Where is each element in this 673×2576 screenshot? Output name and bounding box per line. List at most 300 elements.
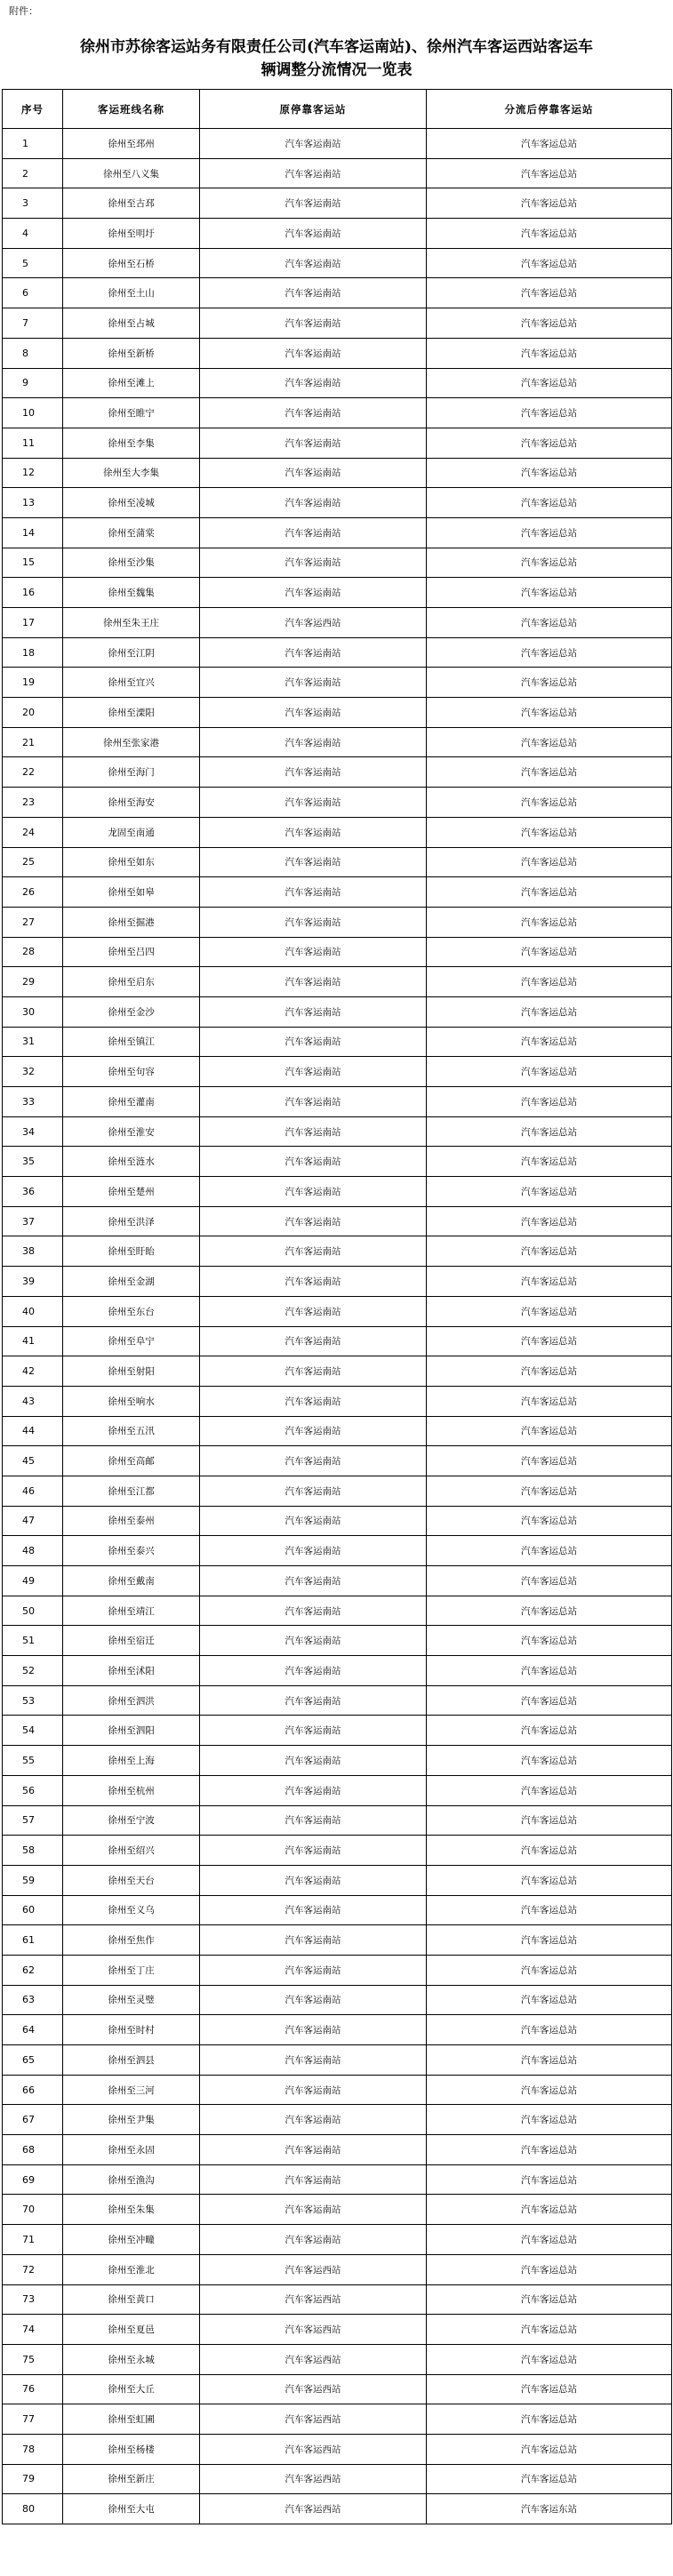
row-seq: 16 — [3, 578, 63, 608]
row-original-station: 汽车客运南站 — [200, 1177, 427, 1207]
row-new-station: 汽车客运总站 — [427, 248, 672, 278]
row-seq: 8 — [3, 338, 63, 368]
row-original-station: 汽车客运南站 — [200, 788, 427, 818]
row-original-station: 汽车客运西站 — [200, 2254, 427, 2284]
row-route-name: 徐州至渔沟 — [63, 2164, 200, 2195]
row-seq: 61 — [3, 1925, 63, 1956]
table-row — [3, 1027, 672, 1057]
row-route-name: 徐州至朱集 — [63, 2195, 200, 2225]
table-row — [3, 1836, 672, 1866]
row-new-station: 汽车客运总站 — [427, 1865, 672, 1895]
row-seq: 14 — [3, 517, 63, 548]
table-row — [3, 2374, 672, 2404]
table-row — [3, 548, 672, 578]
row-route-name: 徐州至高邮 — [63, 1446, 200, 1476]
row-route-name: 徐州至凌城 — [63, 488, 200, 518]
row-new-station: 汽车客运总站 — [427, 1027, 672, 1057]
row-new-station: 汽车客运总站 — [427, 578, 672, 608]
table-row — [3, 1656, 672, 1686]
table-row — [3, 338, 672, 368]
row-seq: 68 — [3, 2135, 63, 2165]
row-seq: 42 — [3, 1356, 63, 1387]
row-new-station: 汽车客运总站 — [427, 368, 672, 398]
row-original-station: 汽车客运南站 — [200, 877, 427, 908]
table-row — [3, 1386, 672, 1416]
row-route-name: 徐州至江阴 — [63, 637, 200, 668]
row-route-name: 徐州至大李集 — [63, 458, 200, 488]
table-row — [3, 608, 672, 638]
row-original-station: 汽车客运南站 — [200, 2195, 427, 2225]
row-route-name: 徐州至沙集 — [63, 548, 200, 578]
row-route-name: 徐州至宜兴 — [63, 668, 200, 698]
row-new-station: 汽车客运总站 — [427, 967, 672, 997]
row-original-station: 汽车客运南站 — [200, 458, 427, 488]
row-new-station: 汽车客运总站 — [427, 129, 672, 159]
row-seq: 70 — [3, 2195, 63, 2225]
row-new-station: 汽车客运总站 — [427, 2434, 672, 2464]
table-row — [3, 1147, 672, 1177]
table-row — [3, 1596, 672, 1626]
title-line-2: 辆调整分流情况一览表 — [260, 61, 413, 79]
row-original-station: 汽车客运南站 — [200, 1895, 427, 1925]
row-original-station: 汽车客运南站 — [200, 727, 427, 757]
row-route-name: 徐州至新桥 — [63, 338, 200, 368]
row-route-name: 徐州至丁庄 — [63, 1955, 200, 1985]
row-new-station: 汽车客运总站 — [427, 727, 672, 757]
table-row — [3, 398, 672, 428]
row-new-station: 汽车客运总站 — [427, 308, 672, 339]
table-row — [3, 188, 672, 219]
row-new-station: 汽车客运总站 — [427, 1536, 672, 1566]
row-route-name: 徐州至海安 — [63, 788, 200, 818]
row-route-name: 徐州至张家港 — [63, 727, 200, 757]
row-new-station: 汽车客运总站 — [427, 996, 672, 1027]
row-route-name: 徐州至土山 — [63, 278, 200, 308]
row-new-station: 汽车客运总站 — [427, 1087, 672, 1117]
row-original-station: 汽车客运南站 — [200, 637, 427, 668]
row-new-station: 汽车客运总站 — [427, 1805, 672, 1836]
row-new-station: 汽车客运总站 — [427, 847, 672, 877]
table-row — [3, 1416, 672, 1446]
row-new-station: 汽车客运总站 — [427, 608, 672, 638]
row-original-station: 汽车客运南站 — [200, 937, 427, 967]
row-route-name: 徐州至古邳 — [63, 188, 200, 219]
row-seq: 34 — [3, 1116, 63, 1147]
row-route-name: 徐州至天台 — [63, 1865, 200, 1895]
row-new-station: 汽车客运总站 — [427, 2344, 672, 2374]
row-seq: 4 — [3, 219, 63, 249]
row-seq: 25 — [3, 847, 63, 877]
row-seq: 5 — [3, 248, 63, 278]
row-original-station: 汽车客运南站 — [200, 1656, 427, 1686]
row-seq: 57 — [3, 1805, 63, 1836]
row-route-name: 徐州至永城 — [63, 2344, 200, 2374]
row-route-name: 徐州至泰州 — [63, 1506, 200, 1536]
row-original-station: 汽车客运南站 — [200, 1805, 427, 1836]
table-row — [3, 1087, 672, 1117]
row-seq: 7 — [3, 308, 63, 339]
table-row — [3, 129, 672, 159]
row-new-station: 汽车客运总站 — [427, 937, 672, 967]
row-route-name: 徐州至夏邑 — [63, 2315, 200, 2345]
row-route-name: 徐州至大丘 — [63, 2374, 200, 2404]
row-seq: 31 — [3, 1027, 63, 1057]
row-original-station: 汽车客运南站 — [200, 488, 427, 518]
row-seq: 10 — [3, 398, 63, 428]
row-route-name: 徐州至大屯 — [63, 2494, 200, 2524]
table-row — [3, 2315, 672, 2345]
row-seq: 40 — [3, 1296, 63, 1326]
row-seq: 28 — [3, 937, 63, 967]
row-route-name: 徐州至时村 — [63, 2015, 200, 2045]
attachment-label: 附件： — [9, 5, 38, 17]
table-row — [3, 2494, 672, 2524]
row-seq: 9 — [3, 368, 63, 398]
table-row — [3, 1177, 672, 1207]
row-new-station: 汽车客运总站 — [427, 1685, 672, 1716]
table-row — [3, 2105, 672, 2135]
row-original-station: 汽车客运南站 — [200, 1147, 427, 1177]
row-route-name: 徐州至如东 — [63, 847, 200, 877]
row-original-station: 汽车客运南站 — [200, 1267, 427, 1297]
row-new-station: 汽车客运总站 — [427, 2315, 672, 2345]
row-seq: 50 — [3, 1596, 63, 1626]
row-new-station: 汽车客运总站 — [427, 1326, 672, 1356]
row-new-station: 汽车客运总站 — [427, 1416, 672, 1446]
row-original-station: 汽车客运南站 — [200, 219, 427, 249]
row-route-name: 徐州至洪泽 — [63, 1206, 200, 1236]
table-row — [3, 2075, 672, 2105]
row-route-name: 徐州至上海 — [63, 1746, 200, 1776]
row-seq: 6 — [3, 278, 63, 308]
row-original-station: 汽车客运南站 — [200, 2075, 427, 2105]
row-route-name: 徐州至戴南 — [63, 1566, 200, 1596]
row-route-name: 徐州至尹集 — [63, 2105, 200, 2135]
row-original-station: 汽车客运南站 — [200, 1446, 427, 1476]
table-row — [3, 2284, 672, 2315]
row-new-station: 汽车客运总站 — [427, 158, 672, 188]
row-original-station: 汽车客运南站 — [200, 1386, 427, 1416]
table-row — [3, 1206, 672, 1236]
table-row — [3, 847, 672, 877]
row-new-station: 汽车客运总站 — [427, 2105, 672, 2135]
row-route-name: 徐州至蒲棠 — [63, 517, 200, 548]
row-seq: 12 — [3, 458, 63, 488]
row-route-name: 徐州至明圩 — [63, 219, 200, 249]
row-original-station: 汽车客运南站 — [200, 1865, 427, 1895]
row-seq: 35 — [3, 1147, 63, 1177]
table-header-row — [3, 90, 672, 129]
row-original-station: 汽车客运南站 — [200, 578, 427, 608]
row-original-station: 汽车客运南站 — [200, 1955, 427, 1985]
table-row — [3, 937, 672, 967]
row-original-station: 汽车客运南站 — [200, 1506, 427, 1536]
row-original-station: 汽车客运南站 — [200, 1596, 427, 1626]
row-route-name: 徐州至杭州 — [63, 1775, 200, 1805]
row-route-name: 徐州至占城 — [63, 308, 200, 339]
row-route-name: 徐州至滩上 — [63, 368, 200, 398]
row-original-station: 汽车客运南站 — [200, 967, 427, 997]
row-original-station: 汽车客运南站 — [200, 1116, 427, 1147]
table-row — [3, 2045, 672, 2076]
row-original-station: 汽车客运南站 — [200, 368, 427, 398]
row-new-station: 汽车客运总站 — [427, 2195, 672, 2225]
row-new-station: 汽车客运总站 — [427, 1386, 672, 1416]
table-row — [3, 2135, 672, 2165]
row-original-station: 汽车客运南站 — [200, 1087, 427, 1117]
table-row — [3, 2015, 672, 2045]
table-row — [3, 578, 672, 608]
row-original-station: 汽车客运南站 — [200, 847, 427, 877]
row-route-name: 徐州至沭阳 — [63, 1656, 200, 1686]
row-original-station: 汽车客运南站 — [200, 1057, 427, 1087]
row-seq: 26 — [3, 877, 63, 908]
table-row — [3, 1985, 672, 2015]
row-new-station: 汽车客运总站 — [427, 1267, 672, 1297]
row-original-station: 汽车客运南站 — [200, 2164, 427, 2195]
row-route-name: 徐州至睢宁 — [63, 398, 200, 428]
table-row — [3, 1326, 672, 1356]
row-new-station: 汽车客运总站 — [427, 1177, 672, 1207]
row-original-station: 汽车客运南站 — [200, 1925, 427, 1956]
row-original-station: 汽车客运南站 — [200, 398, 427, 428]
row-seq: 36 — [3, 1177, 63, 1207]
row-seq: 53 — [3, 1685, 63, 1716]
row-new-station: 汽车客运总站 — [427, 1446, 672, 1476]
row-new-station: 汽车客运总站 — [427, 488, 672, 518]
row-seq: 29 — [3, 967, 63, 997]
row-new-station: 汽车客运总站 — [427, 1356, 672, 1387]
table-row — [3, 1267, 672, 1297]
row-original-station: 汽车客运南站 — [200, 1775, 427, 1805]
row-original-station: 汽车客运南站 — [200, 2015, 427, 2045]
row-seq: 23 — [3, 788, 63, 818]
table-row — [3, 2225, 672, 2255]
row-original-station: 汽车客运南站 — [200, 1536, 427, 1566]
row-seq: 30 — [3, 996, 63, 1027]
row-new-station: 汽车客运总站 — [427, 428, 672, 458]
row-new-station: 汽车客运总站 — [427, 2015, 672, 2045]
row-seq: 59 — [3, 1865, 63, 1895]
row-route-name: 徐州至泗县 — [63, 2045, 200, 2076]
route-adjustment-table — [2, 89, 672, 2524]
row-new-station: 汽车客运总站 — [427, 1566, 672, 1596]
table-row — [3, 1746, 672, 1776]
row-seq: 64 — [3, 2015, 63, 2045]
row-route-name: 徐州至宁波 — [63, 1805, 200, 1836]
row-seq: 66 — [3, 2075, 63, 2105]
row-seq: 45 — [3, 1446, 63, 1476]
table-row — [3, 1895, 672, 1925]
row-seq: 2 — [3, 158, 63, 188]
table-row — [3, 1476, 672, 1506]
row-original-station: 汽车客运南站 — [200, 1476, 427, 1506]
row-new-station: 汽车客运总站 — [427, 698, 672, 728]
row-new-station: 汽车客运总站 — [427, 907, 672, 937]
row-new-station: 汽车客运总站 — [427, 2254, 672, 2284]
table-row — [3, 248, 672, 278]
table-row — [3, 308, 672, 339]
row-route-name: 徐州至虹圃 — [63, 2404, 200, 2435]
row-seq: 21 — [3, 727, 63, 757]
row-seq: 44 — [3, 1416, 63, 1446]
row-original-station: 汽车客运西站 — [200, 608, 427, 638]
row-seq: 76 — [3, 2374, 63, 2404]
table-row — [3, 877, 672, 908]
row-new-station: 汽车客运总站 — [427, 2284, 672, 2315]
row-new-station: 汽车客运总站 — [427, 398, 672, 428]
row-new-station: 汽车客运总站 — [427, 219, 672, 249]
row-original-station: 汽车客运南站 — [200, 338, 427, 368]
row-original-station: 汽车客运南站 — [200, 517, 427, 548]
row-route-name: 徐州至冲疃 — [63, 2225, 200, 2255]
row-new-station: 汽车客运总站 — [427, 1236, 672, 1267]
row-new-station: 汽车客运总站 — [427, 2374, 672, 2404]
row-seq: 17 — [3, 608, 63, 638]
row-seq: 43 — [3, 1386, 63, 1416]
table-row — [3, 1716, 672, 1746]
row-new-station: 汽车客运总站 — [427, 338, 672, 368]
row-seq: 51 — [3, 1626, 63, 1656]
row-route-name: 徐州至灵璧 — [63, 1985, 200, 2015]
row-original-station: 汽车客运西站 — [200, 2315, 427, 2345]
row-seq: 15 — [3, 548, 63, 578]
row-new-station: 汽车客运总站 — [427, 1057, 672, 1087]
row-new-station: 汽车客运总站 — [427, 548, 672, 578]
row-original-station: 汽车客运西站 — [200, 2374, 427, 2404]
table-row — [3, 1536, 672, 1566]
row-new-station: 汽车客运总站 — [427, 1716, 672, 1746]
table-row — [3, 2464, 672, 2494]
table-row — [3, 1506, 672, 1536]
row-route-name: 徐州至阜宁 — [63, 1326, 200, 1356]
row-new-station: 汽车客运总站 — [427, 757, 672, 788]
row-original-station: 汽车客运南站 — [200, 668, 427, 698]
row-route-name: 徐州至泗阳 — [63, 1716, 200, 1746]
row-route-name: 徐州至盱眙 — [63, 1236, 200, 1267]
row-original-station: 汽车客运南站 — [200, 817, 427, 847]
row-new-station: 汽车客运总站 — [427, 1626, 672, 1656]
row-route-name: 徐州至金沙 — [63, 996, 200, 1027]
table-row — [3, 1566, 672, 1596]
row-seq: 69 — [3, 2164, 63, 2195]
row-seq: 38 — [3, 1236, 63, 1267]
row-new-station: 汽车客运总站 — [427, 1116, 672, 1147]
row-new-station: 汽车客运总站 — [427, 1147, 672, 1177]
row-route-name: 徐州至新庄 — [63, 2464, 200, 2494]
row-original-station: 汽车客运南站 — [200, 1685, 427, 1716]
table-row — [3, 1685, 672, 1716]
row-route-name: 徐州至魏集 — [63, 578, 200, 608]
table-row — [3, 368, 672, 398]
table-row — [3, 428, 672, 458]
row-route-name: 徐州至射阳 — [63, 1356, 200, 1387]
table-row — [3, 488, 672, 518]
row-route-name: 徐州至石桥 — [63, 248, 200, 278]
row-original-station: 汽车客运南站 — [200, 1985, 427, 2015]
row-seq: 37 — [3, 1206, 63, 1236]
row-original-station: 汽车客运南站 — [200, 188, 427, 219]
table-row — [3, 996, 672, 1027]
row-original-station: 汽车客运南站 — [200, 1326, 427, 1356]
table-row — [3, 757, 672, 788]
table-row — [3, 1955, 672, 1985]
row-seq: 24 — [3, 817, 63, 847]
row-seq: 62 — [3, 1955, 63, 1985]
header-original-station: 原停靠客运站 — [200, 90, 427, 129]
row-route-name: 龙固至南通 — [63, 817, 200, 847]
row-seq: 78 — [3, 2434, 63, 2464]
table-body — [3, 129, 672, 2524]
header-route-name: 客运班线名称 — [63, 90, 200, 129]
row-original-station: 汽车客运西站 — [200, 2464, 427, 2494]
row-original-station: 汽车客运南站 — [200, 1746, 427, 1776]
table-row — [3, 278, 672, 308]
row-seq: 55 — [3, 1746, 63, 1776]
row-new-station: 汽车客运总站 — [427, 458, 672, 488]
row-original-station: 汽车客运南站 — [200, 1027, 427, 1057]
row-seq: 22 — [3, 757, 63, 788]
row-seq: 60 — [3, 1895, 63, 1925]
row-seq: 41 — [3, 1326, 63, 1356]
row-original-station: 汽车客运南站 — [200, 129, 427, 159]
row-seq: 48 — [3, 1536, 63, 1566]
row-route-name: 徐州至杨楼 — [63, 2434, 200, 2464]
row-new-station: 汽车客运总站 — [427, 1955, 672, 1985]
row-new-station: 汽车客运总站 — [427, 2225, 672, 2255]
row-original-station: 汽车客运南站 — [200, 698, 427, 728]
row-seq: 13 — [3, 488, 63, 518]
row-seq: 27 — [3, 907, 63, 937]
row-original-station: 汽车客运南站 — [200, 1626, 427, 1656]
table-row — [3, 1626, 672, 1656]
row-new-station: 汽车客运总站 — [427, 2045, 672, 2076]
table-row — [3, 2254, 672, 2284]
row-seq: 49 — [3, 1566, 63, 1596]
table-row — [3, 1296, 672, 1326]
row-original-station: 汽车客运南站 — [200, 2105, 427, 2135]
table-row — [3, 2404, 672, 2435]
row-original-station: 汽车客运南站 — [200, 1206, 427, 1236]
row-original-station: 汽车客运南站 — [200, 1566, 427, 1596]
row-seq: 54 — [3, 1716, 63, 1746]
row-seq: 74 — [3, 2315, 63, 2345]
row-original-station: 汽车客运南站 — [200, 907, 427, 937]
row-new-station: 汽车客运总站 — [427, 517, 672, 548]
row-original-station: 汽车客运西站 — [200, 2494, 427, 2524]
table-row — [3, 1116, 672, 1147]
table-row — [3, 1775, 672, 1805]
row-seq: 80 — [3, 2494, 63, 2524]
row-new-station: 汽车客运总站 — [427, 2404, 672, 2435]
table-row — [3, 517, 672, 548]
row-new-station: 汽车客运总站 — [427, 1596, 672, 1626]
row-new-station: 汽车客运总站 — [427, 1506, 672, 1536]
row-original-station: 汽车客运南站 — [200, 308, 427, 339]
row-new-station: 汽车客运总站 — [427, 278, 672, 308]
row-route-name: 徐州至泰兴 — [63, 1536, 200, 1566]
row-seq: 46 — [3, 1476, 63, 1506]
row-original-station: 汽车客运南站 — [200, 428, 427, 458]
table-row — [3, 2344, 672, 2374]
row-route-name: 徐州至东台 — [63, 1296, 200, 1326]
row-new-station: 汽车客运总站 — [427, 1836, 672, 1866]
row-route-name: 徐州至句容 — [63, 1057, 200, 1087]
row-original-station: 汽车客运南站 — [200, 2225, 427, 2255]
row-original-station: 汽车客运南站 — [200, 1716, 427, 1746]
row-new-station: 汽车客运总站 — [427, 877, 672, 908]
row-original-station: 汽车客运南站 — [200, 548, 427, 578]
